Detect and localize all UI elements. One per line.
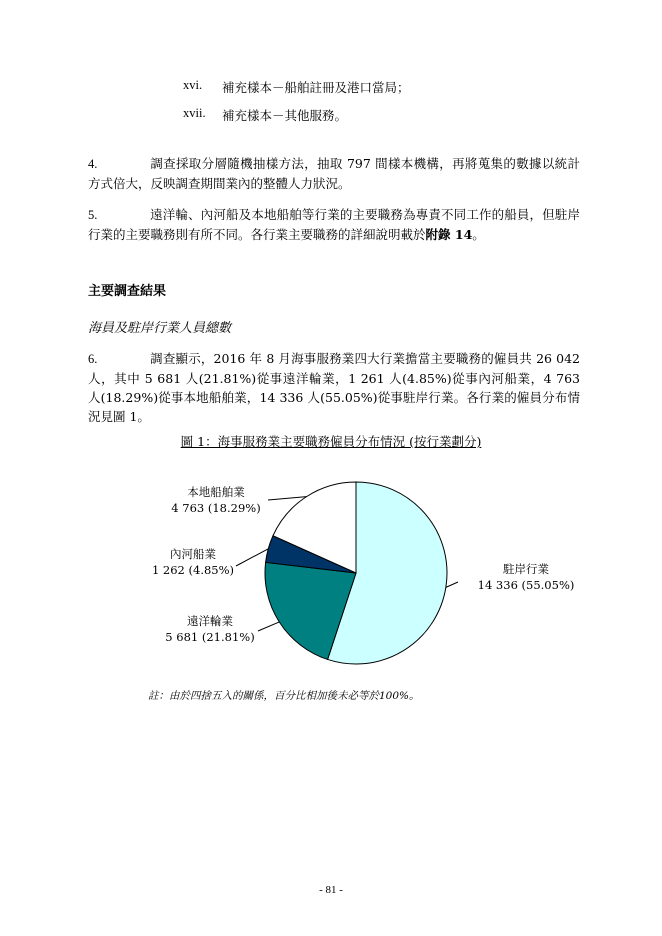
list-item-text: 補充樣本－船舶註冊及港口當局； xyxy=(222,80,410,95)
leader-line xyxy=(446,582,458,587)
paragraph-text-end: 。 xyxy=(472,227,485,242)
label-local-vessels xyxy=(156,484,276,516)
label-river-trade xyxy=(140,546,246,578)
paragraph-text: 調查顯示，2016 年 8 月海事服務業四大行業擔當主要職務的僱員共 26 042 人，其中 5 681 人(21.81%)從事遠洋輪業，1 261 人(4.85%)從事內河船業，4 763 人(18.29%)從事本地船舶業，14 336 人(55.05%)從事駐岸行業。各行業的僱員分布情況見圖 1。 xyxy=(88,351,580,424)
label-name: 內河船業 xyxy=(170,547,216,561)
paragraph-text: 調查採取分層隨機抽樣方法，抽取 797 間樣本機構，再將蒐集的數據以統計方式倍大，反映調查期間業內的整體人力狀況。 xyxy=(88,156,580,191)
list-item-number: xvi. xyxy=(183,78,203,92)
subheading: 海員及駐岸行業人員總數 xyxy=(88,321,232,336)
paragraph-number: 5. xyxy=(88,208,98,222)
appendix-reference: 附錄 14 xyxy=(425,227,473,242)
label-value: 1 262 (4.85%) xyxy=(151,563,235,577)
chart-title: 圖 1：海事服務業主要職務僱員分布情況 (按行業劃分) xyxy=(180,434,482,449)
list-item-text: 補充樣本－其他服務。 xyxy=(222,108,348,123)
list-item-number: xvii. xyxy=(183,106,206,120)
label-name: 本地船舶業 xyxy=(187,485,245,499)
label-value: 5 681 (21.81%) xyxy=(165,630,255,644)
label-shore-based xyxy=(476,561,576,593)
section-heading: 主要調查結果 xyxy=(88,284,167,299)
paragraph-text: 遠洋輪、內河船及本地船舶等行業的主要職務為專責不同工作的船員，但駐岸行業的主要職務則有所不同。各行業主要職務的詳細說明載於 xyxy=(88,207,580,242)
paragraph-number: 6. xyxy=(88,352,98,366)
page-number: - 81 - xyxy=(319,884,343,896)
label-name: 駐岸行業 xyxy=(503,562,549,576)
label-ocean-going xyxy=(152,613,268,645)
chart-note: 註：由於四捨五入的關係，百分比相加後未必等於100%。 xyxy=(148,690,420,702)
label-name: 遠洋輪業 xyxy=(187,614,233,628)
label-value: 4 763 (18.29%) xyxy=(171,501,261,515)
label-value: 14 336 (55.05%) xyxy=(477,578,575,592)
paragraph-number: 4. xyxy=(88,157,98,171)
